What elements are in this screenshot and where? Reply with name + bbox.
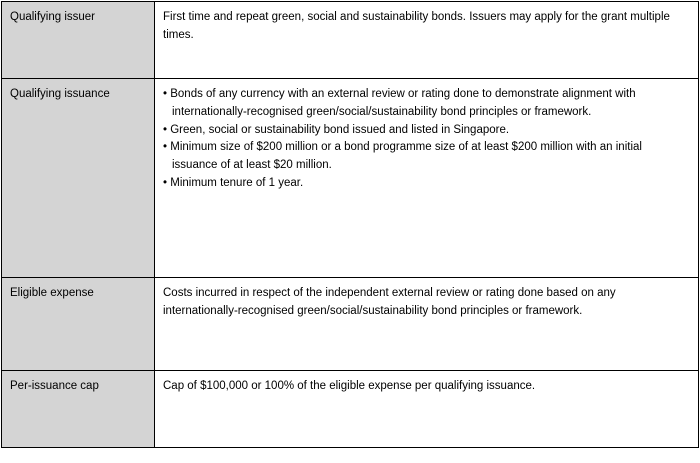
- table-row: [2, 278, 699, 371]
- bullet-item: [163, 139, 690, 175]
- bullet-marker-icon: •: [163, 177, 168, 190]
- row-label-qualifying-issuer: Qualifying issuer: [2, 2, 155, 79]
- bullet-item: [163, 175, 690, 193]
- document-page: [0, 1, 700, 463]
- bullet-text: Bonds of any currency with an external review or rating done to demonstrate alignment with internationally-recognised green/social/sustainability bond principles or framework.: [170, 88, 636, 118]
- bullet-marker-icon: •: [163, 123, 168, 136]
- paragraph: First time and repeat green, social and sustainability bonds. Issuers may apply for the grant multiple times.: [163, 11, 670, 41]
- row-label-eligible-expense: Eligible expense: [2, 278, 155, 371]
- paragraph: Cap of $100,000 or 100% of the eligible expense per qualifying issuance.: [163, 380, 536, 392]
- table-row: [2, 371, 699, 448]
- bullet-item: [163, 86, 690, 122]
- row-content-qualifying-issuer: [155, 2, 699, 79]
- bullet-marker-icon: •: [163, 88, 168, 100]
- row-content-eligible-expense: [155, 278, 699, 371]
- row-content-qualifying-issuance: [155, 79, 699, 278]
- bullet-text: Green, social or sustainability bond issued and listed in Singapore.: [170, 123, 510, 136]
- bullet-item: [163, 122, 690, 140]
- paragraph: Costs incurred in respect of the independent external review or rating done based on any internationally-recognised green/social/sustainability bond principles or framework.: [163, 287, 616, 317]
- criteria-table-body: [2, 2, 699, 448]
- row-label-per-issuance-cap: Per-issuance cap: [2, 371, 155, 448]
- table-row: [2, 2, 699, 79]
- bullet-marker-icon: •: [163, 141, 168, 154]
- criteria-table: [1, 1, 699, 448]
- table-row: [2, 79, 699, 278]
- bullet-text: Minimum size of $200 million or a bond programme size of at least $200 million with an initial issuance of at least $20 million.: [170, 141, 642, 172]
- row-content-per-issuance-cap: [155, 371, 699, 448]
- row-label-qualifying-issuance: Qualifying issuance: [2, 79, 155, 278]
- bullet-text: Minimum tenure of 1 year.: [170, 177, 304, 190]
